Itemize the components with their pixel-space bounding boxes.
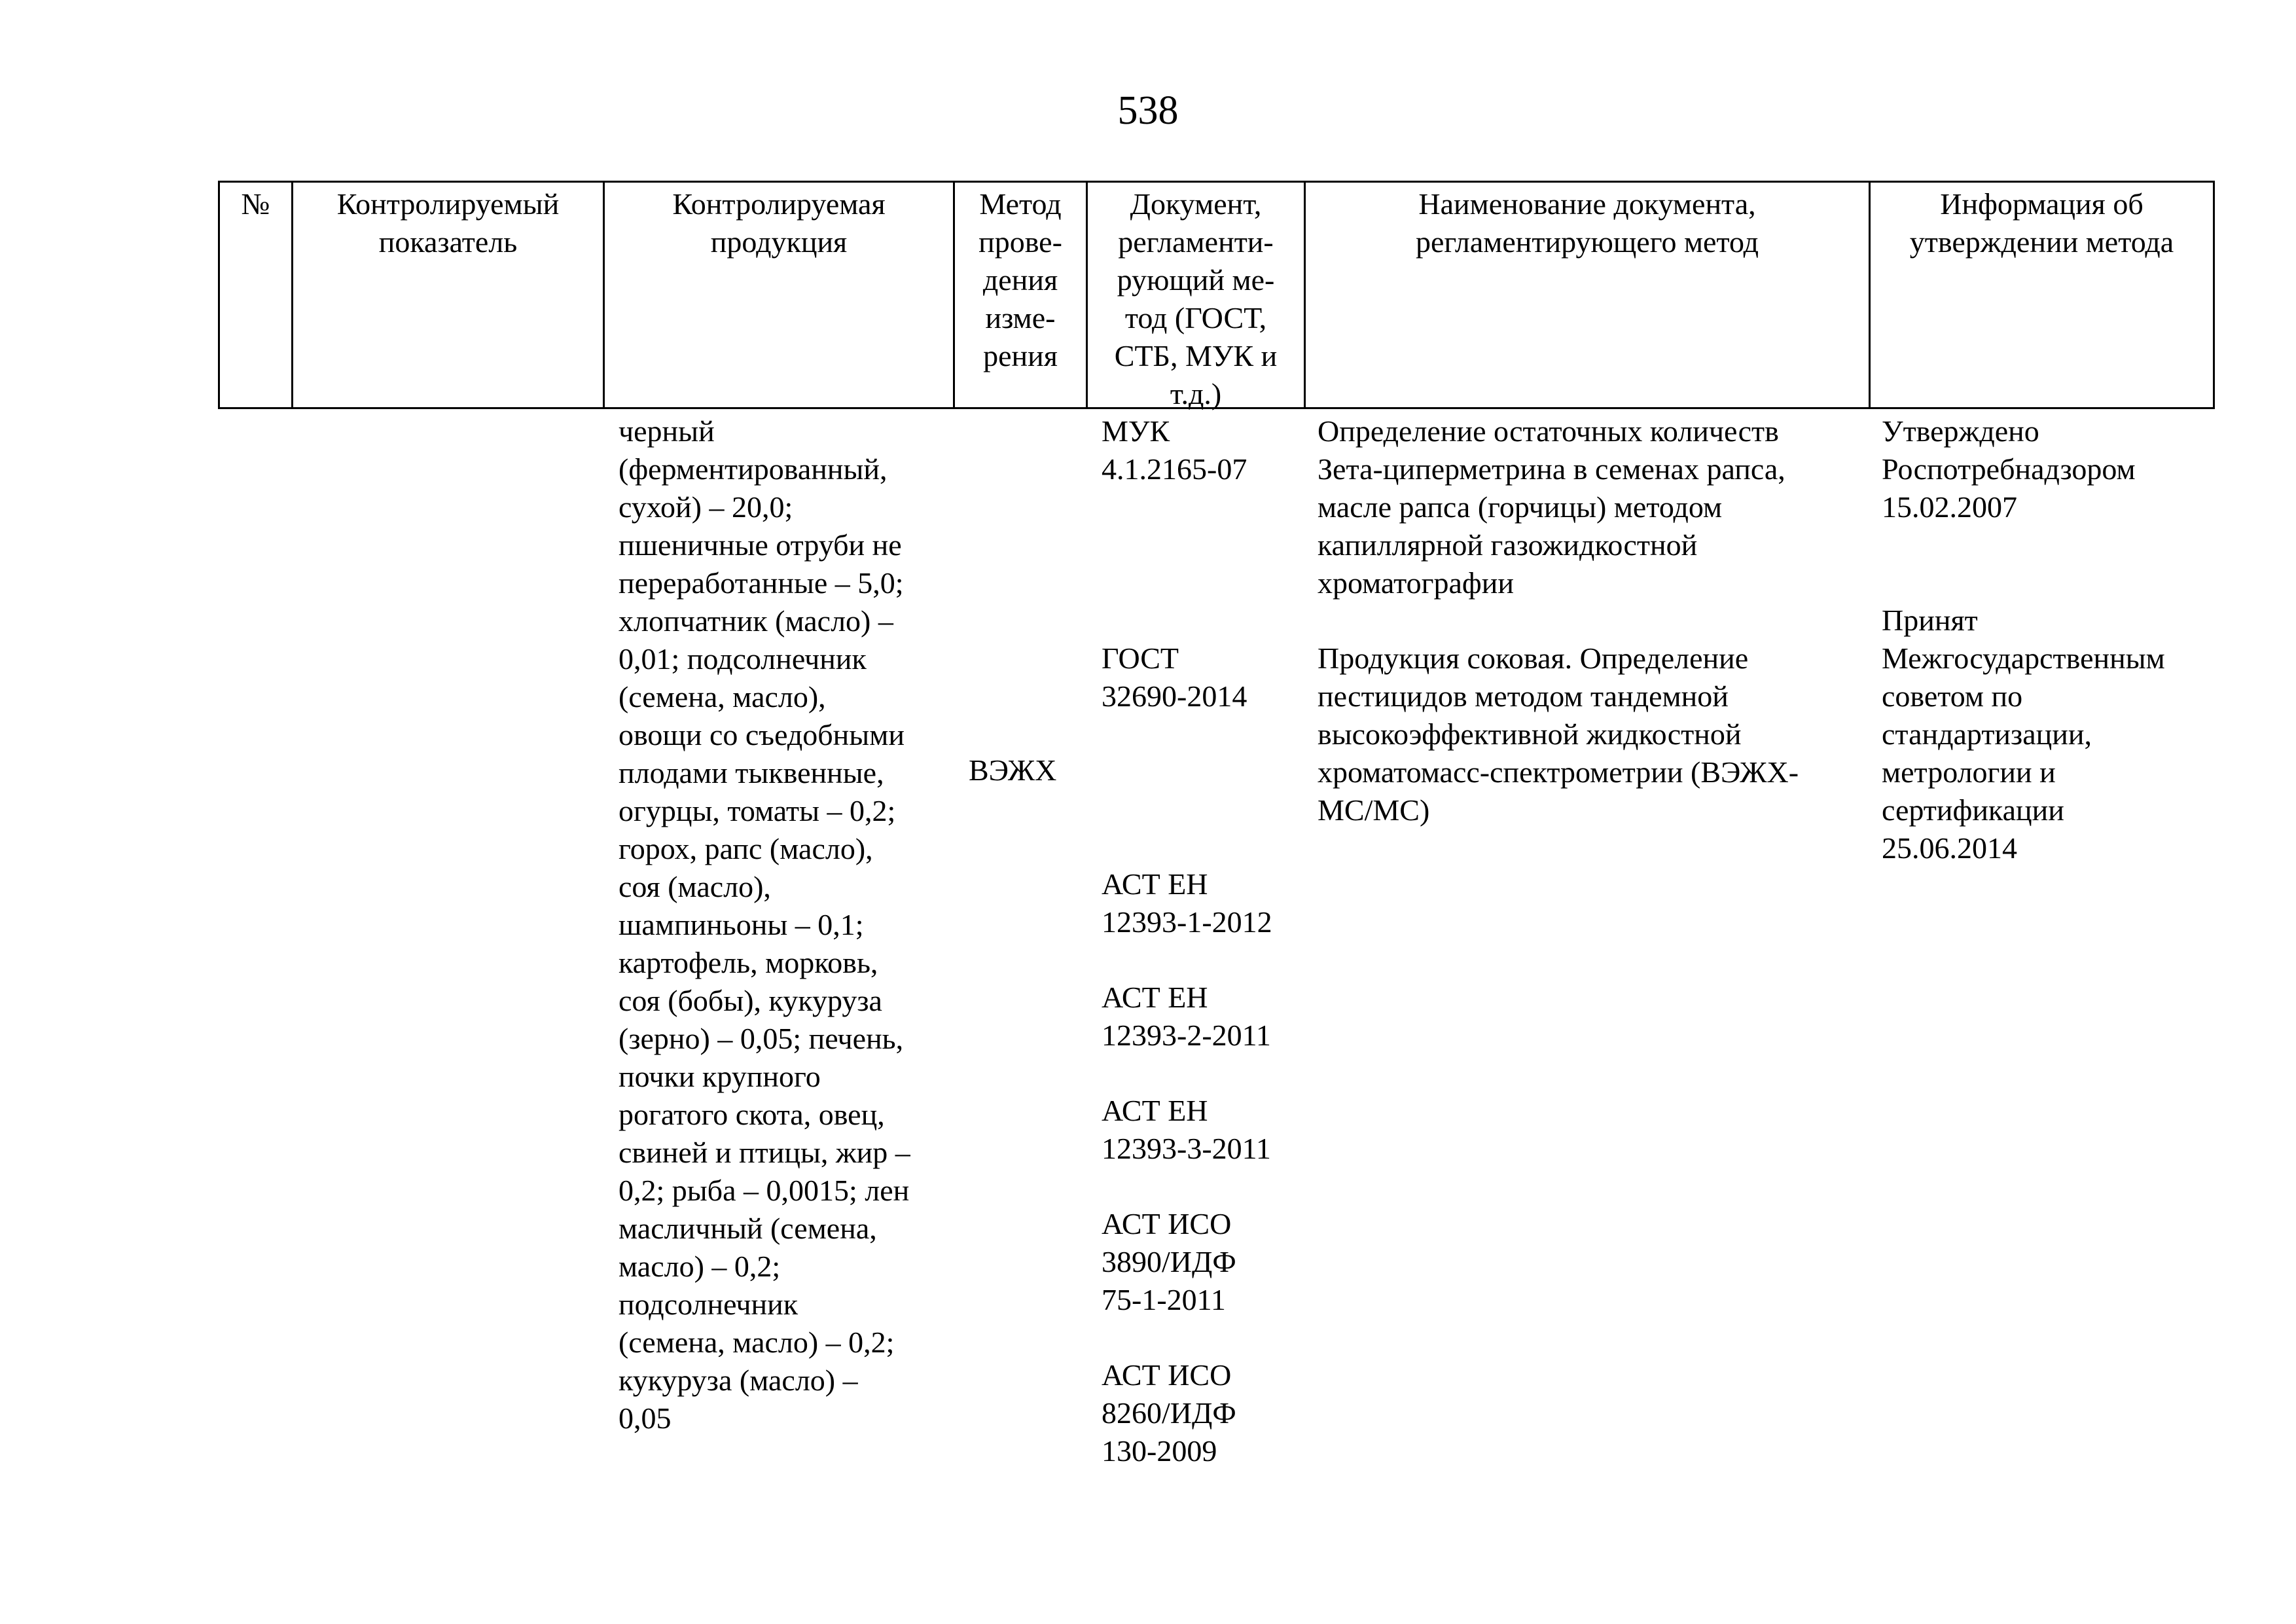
header-method: Метод прове- дения изме- рения	[955, 183, 1088, 407]
document-code-ast-iso-8260: АСТ ИСО 8260/ИДФ 130-2009	[1102, 1358, 1236, 1468]
method-value: ВЭЖХ	[969, 753, 1057, 787]
header-document-name: Наименование документа, регламентирующего метод	[1306, 183, 1871, 407]
header-document: Документ, регламенти- рующий ме- тод (ГОСТ, СТБ, МУК и т.д.)	[1088, 183, 1306, 407]
document-name-muk: Определение остаточных количеств Зета-циперметрина в семенах рапса, масле рапса (горчицы) методом капиллярной газожидкостной хроматографии	[1318, 414, 1785, 600]
approval-info-gost: Принят Межгосударственным советом по стандартизации, метрологии и сертификации 25.06.2014	[1882, 604, 2165, 865]
document-code-ast-en-3: АСТ ЕН 12393-3-2011	[1102, 1094, 1271, 1165]
approval-info-muk: Утверждено Роспотребнадзором 15.02.2007	[1882, 414, 2136, 524]
page-number: 538	[1117, 88, 1179, 133]
header-indicator: Контролируемый показатель	[293, 183, 605, 407]
document-code-ast-en-2: АСТ ЕН 12393-2-2011	[1102, 981, 1271, 1052]
document-code-gost: ГОСТ 32690-2014	[1102, 641, 1247, 713]
document-code-ast-en-1: АСТ ЕН 12393-1-2012	[1102, 867, 1272, 939]
table-header-row	[218, 181, 2215, 409]
document-code-muk: МУК 4.1.2165-07	[1102, 414, 1247, 486]
product-list: черный (ферментированный, сухой) – 20,0; пшеничные отруби не переработанные – 5,0; хлопчатник (масло) – 0,01; подсолнечник (семена, масло), овощи со съедобными плодами тыквенные, огурцы, томаты – 0,2; горох, рапс (масло), соя (масло), шампиньоны – 0,1; картофель, морковь, соя (бобы), кукуруза (зерно) – 0,05; печень, почки крупного рогатого скота, овец, свиней и птицы, жир – 0,2; рыба – 0,0015; лен масличный (семена, масло) – 0,2; подсолнечник (семена, масло) – 0,2; кукуруза (масло) – 0,05	[619, 414, 910, 1435]
header-approval-info: Информация об утверждении метода	[1909, 187, 2174, 259]
header-number: №	[220, 183, 293, 407]
header-product: Контролируемая продукция	[605, 183, 955, 407]
document-code-ast-iso-3890: АСТ ИСО 3890/ИДФ 75-1-2011	[1102, 1207, 1236, 1316]
document-name-gost: Продукция соковая. Определение пестицидов методом тандемной высокоэффективной жидкостной хроматомасс-спектрометрии (ВЭЖХ- МС/МС)	[1318, 641, 1799, 827]
